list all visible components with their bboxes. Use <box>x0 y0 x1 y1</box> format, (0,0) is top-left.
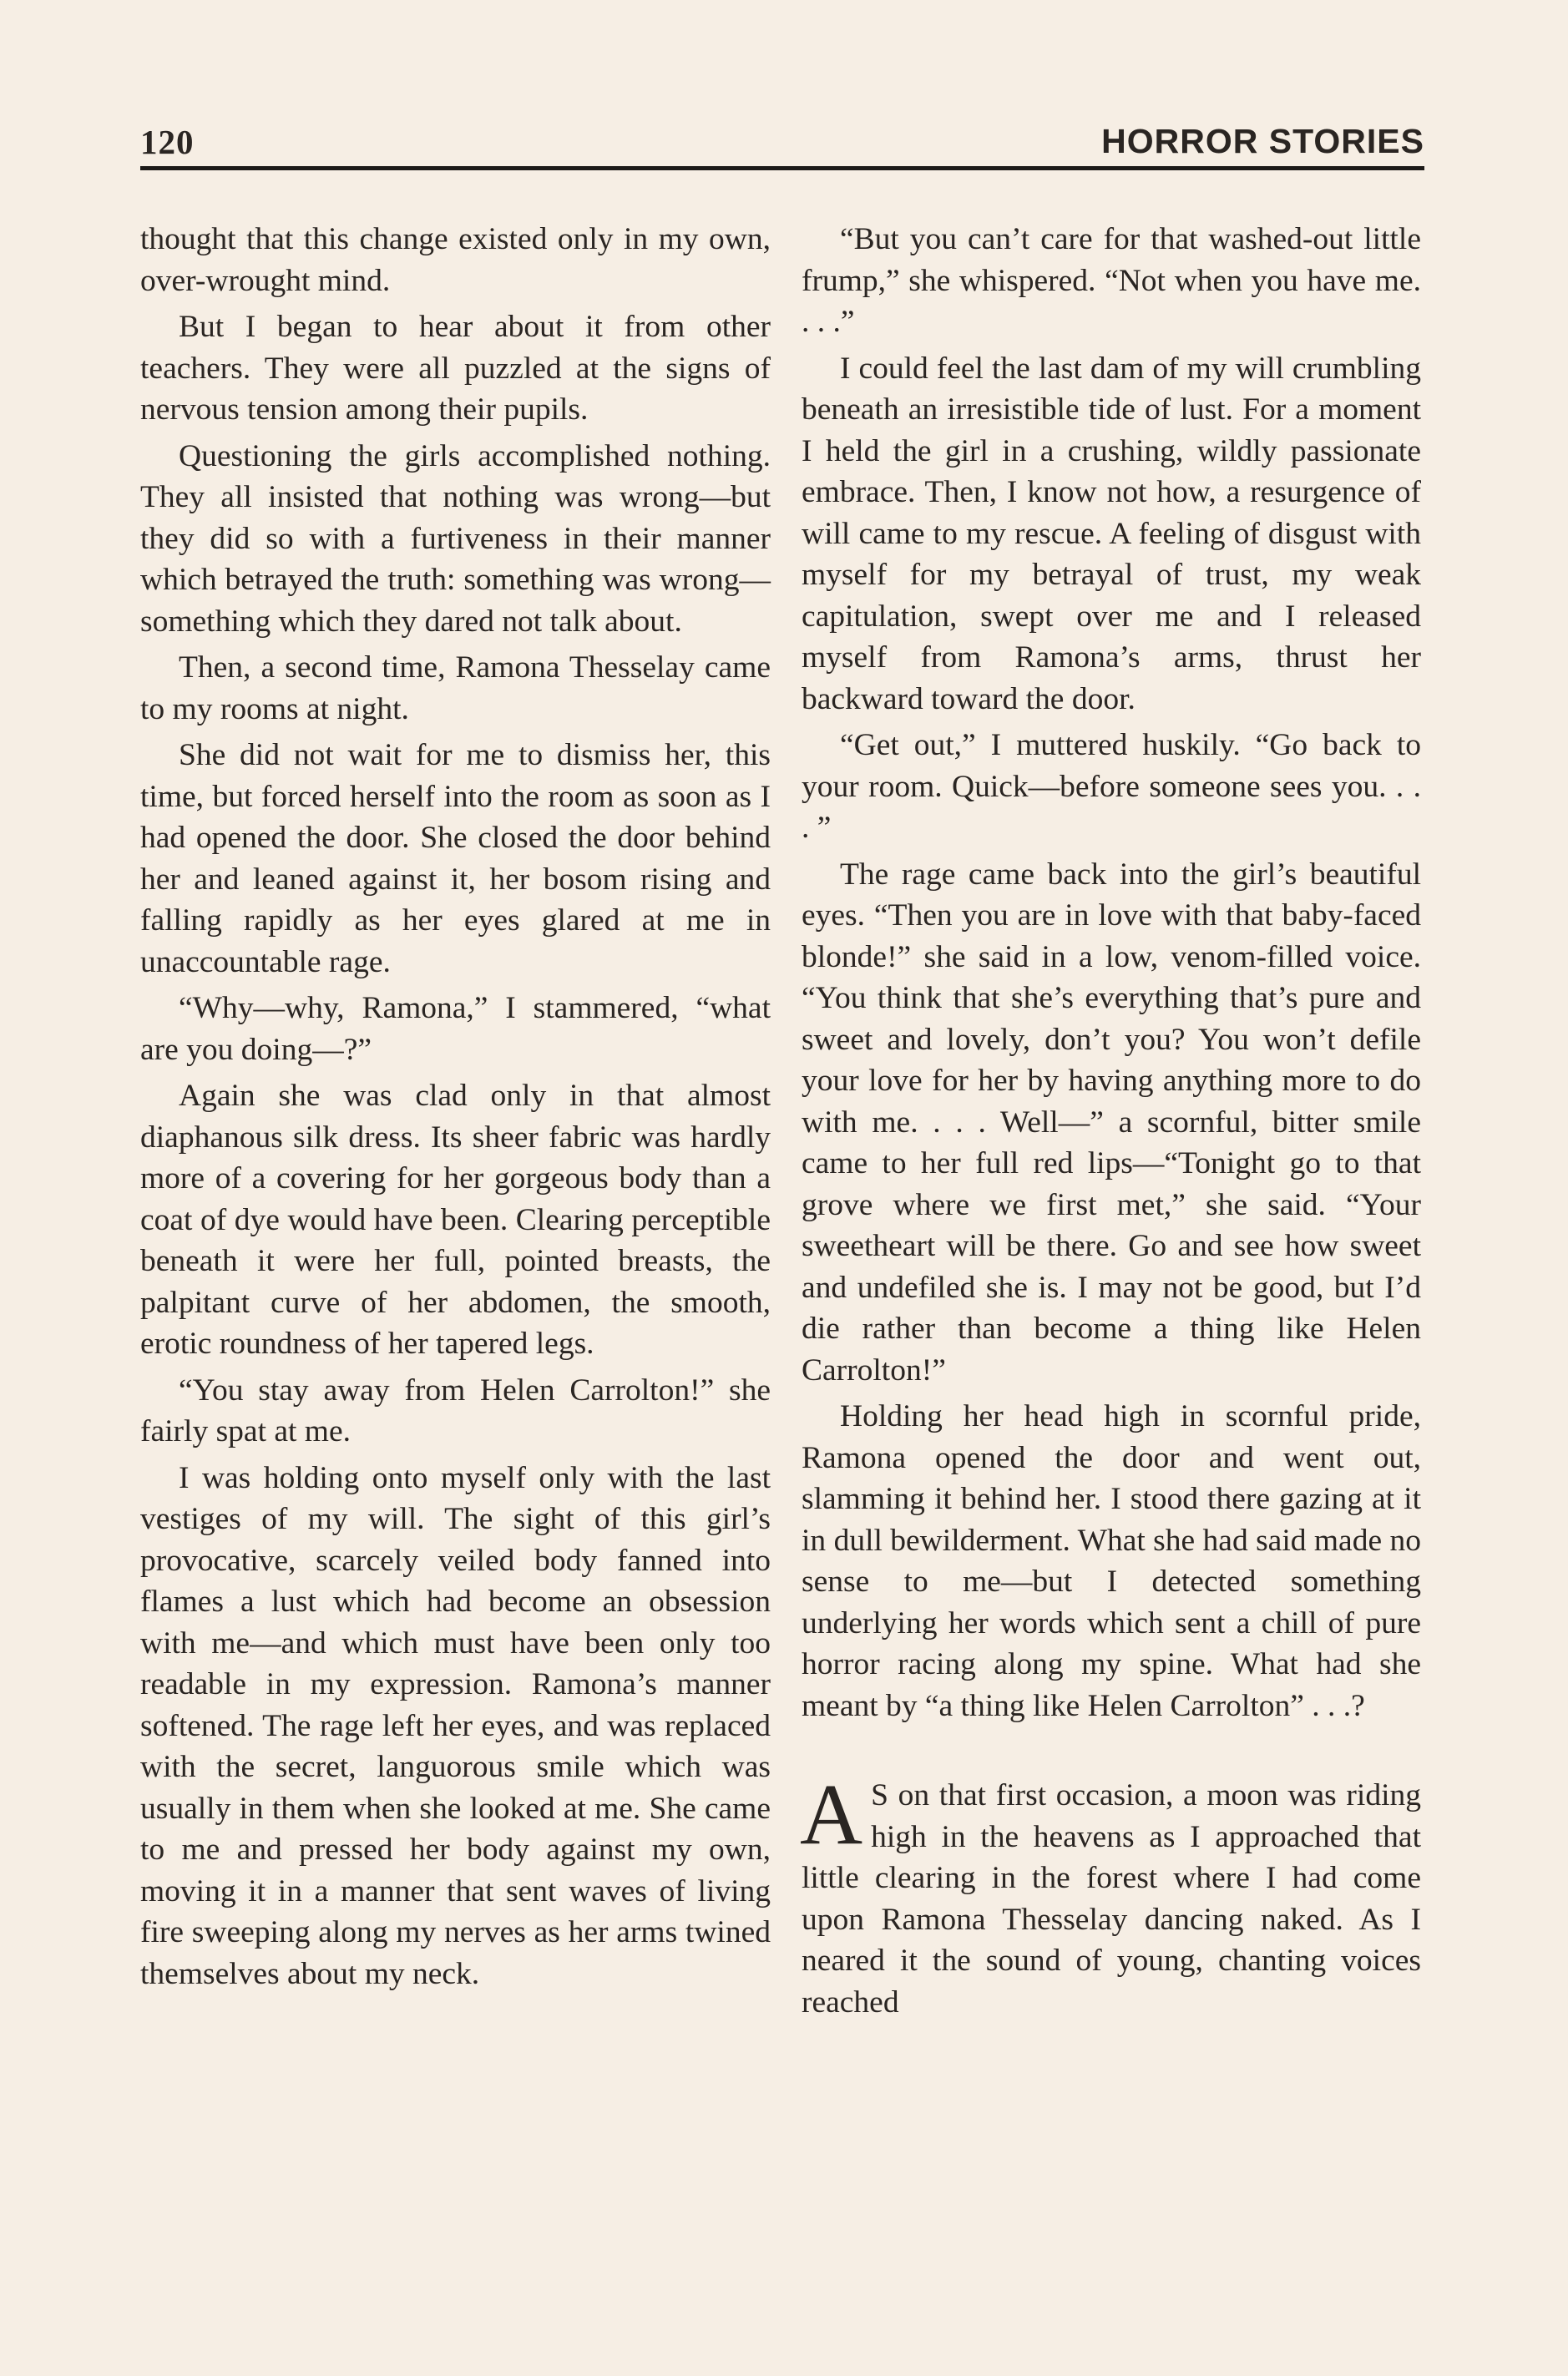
page-header <box>140 117 1424 167</box>
paragraph: “But you can’t care for that washed-out little frump,” she whispered. “Not when you have me. . . .” <box>802 222 1421 339</box>
header-rule <box>140 166 1424 170</box>
paragraph: Again she was clad only in that almost diaphanous silk dress. Its sheer fabric was hardly more of a covering for her gorgeous body than a coat of dye would have been. Clearing perceptible beneath it were her full, pointed breasts, the palpitant curve of her abdomen, the smooth, erotic roundness of her tapered legs. <box>140 1079 771 1361</box>
paragraph: thought that this change existed only in my own, over-wrought mind. <box>140 222 771 298</box>
paragraph: She did not wait for me to dismiss her, this time, but forced herself into the room as soon as I had opened the door. She closed the door behind her and leaned against it, her bosom rising and falling rapidly as her eyes glared at me in unaccountable rage. <box>140 738 771 979</box>
drop-cap: A <box>800 1767 863 1863</box>
paragraph: Holding her head high in scornful pride, Ramona opened the door and went out, slamming it behind her. I stood there gazing at it in dull bewilderment. What she had said made no sense to me—but I detected something underlying her words which sent a chill of pure horror racing along my spine. What had she meant by “a thing like Helen Carrolton” . . .? <box>802 1399 1421 1723</box>
paragraph: I could feel the last dam of my will crumbling beneath an irresistible tide of lust. For a moment I held the girl in a crushing, wildly passionate embrace. Then, I know not how, a resurgence of will came to my rescue. A feeling of disgust with myself for my betrayal of trust, my weak capitulation, swept over me and I released myself from Ramona’s arms, thrust her backward toward the door. <box>802 351 1421 716</box>
paragraph: “You stay away from Helen Carrolton!” she fairly spat at me. <box>140 1373 771 1448</box>
paragraph: Questioning the girls accomplished nothing. They all insisted that nothing was wrong—but they did so with a furtiveness in their manner which betrayed the truth: something was wrong—something which they dared not talk about. <box>140 438 771 639</box>
paragraph: “Why—why, Ramona,” I stammered, “what are you doing—?” <box>140 991 771 1067</box>
paragraph: Then, a second time, Ramona Thesselay came to my rooms at night. <box>140 650 771 726</box>
running-head: HORROR STORIES <box>1101 122 1424 160</box>
left-column <box>140 219 771 1999</box>
section-break <box>802 1731 1421 1775</box>
section-opening-paragraph <box>800 1767 1421 2023</box>
paragraph: But I began to hear about it from other teachers. They were all puzzled at the signs of nervous tension among their pupils. <box>140 310 771 427</box>
paragraph: “Get out,” I muttered huskily. “Go back to your room. Quick—before someone sees you. . . . ” <box>802 728 1421 845</box>
paragraph: The rage came back into the girl’s beautiful eyes. “Then you are in love with that baby-faced blonde!” she said in a low, venom-filled voice. “You think that she’s everything that’s pure and sweet and lovely, don’t you? You won’t defile your love for her by having anything more to do with me. . . . Well—” a scornful, bitter smile came to her full red lips—“Tonight go to that grove where we first met,” she said. “Your sweetheart will be there. Go and see how sweet and undefiled she is. I may not be good, but I’d die rather than become a thing like Helen Carrolton!” <box>802 857 1421 1388</box>
right-column <box>802 219 1421 2028</box>
paragraph-text: S on that first occasion, a moon was riding high in the heavens as I approached that little clearing in the forest where I had come upon Ramona Thesselay dancing naked. As I neared it the sound of young, chanting voices reached <box>802 1778 1421 2020</box>
page-number: 120 <box>140 123 195 161</box>
paragraph: I was holding onto myself only with the last vestiges of my will. The sight of this girl’s provocative, scarcely veiled body fanned into flames a lust which had become an obsession with me—and which must have been only too readable in my expression. Ramona’s manner softened. The rage left her eyes, and was replaced with the secret, languorous smile which was usually in them when she looked at me. She came to me and pressed her body against my own, moving it in a manner that sent waves of living fire sweeping along my nerves as her arms twined themselves about my neck. <box>140 1460 771 1991</box>
